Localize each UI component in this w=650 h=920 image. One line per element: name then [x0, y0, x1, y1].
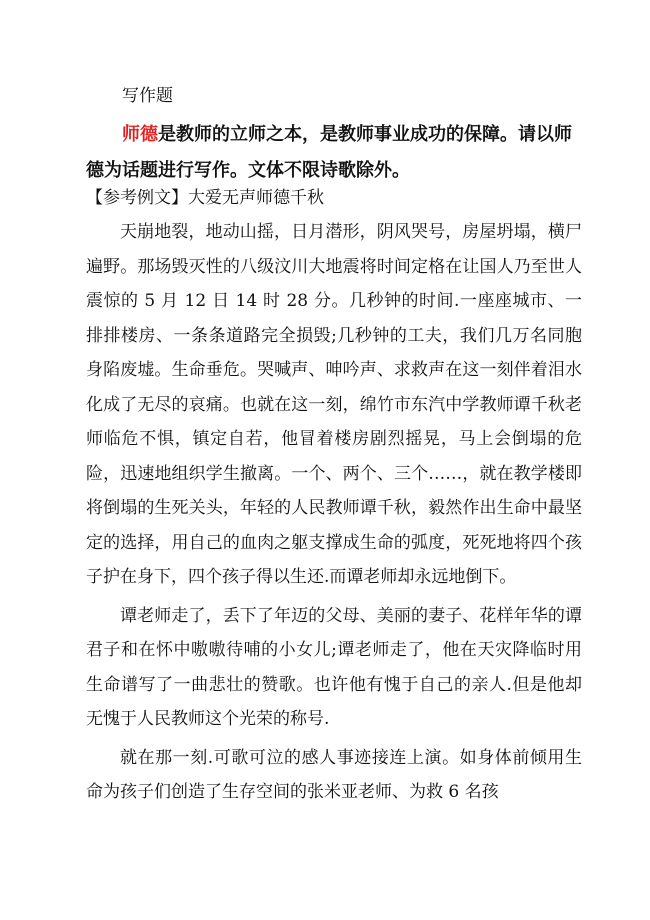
reference-essay-title: 【参考例文】大爱无声师德千秋 — [86, 188, 324, 208]
essay-paragraph-1: 天崩地裂，地动山摇，日月潜形，阴风哭号，房屋坍塌，横尸遍野。那场毁灭性的八级汶川大地震将时间定格在让国人乃至世人震惊的 5 月 12 日 14 时 28 分。几秒钟的时间.一座座城市、一排排楼房、一条条道路完全损毁;几秒钟的工夫，我们几万名同胞身陷废墟。生命垂危。哭喊声、呻吟声、求救声在这一刻伴着泪水化成了无尽的哀痛。也就在这一刻，绵竹市东汽中学教师谭千秋老师临危不惧，镇定自若，他冒着楼房剧烈摇晃，马上会倒塌的危险，迅速地组织学生撤离。一个、两个、三个……，就在教学楼即将倒塌的生死关头，年轻的人民教师谭千秋，毅然作出生命中最坚定的选择，用自己的血肉之躯支撑成生命的弧度，死死地将四个孩子护在身下，四个孩子得以生还.而谭老师却永远地倒下。 — [86, 222, 582, 587]
essay-paragraph-2: 谭老师走了，丢下了年迈的父母、美丽的妻子、花样年华的谭君子和在怀中嗷嗷待哺的小女儿;谭老师走了，他在天灾降临时用生命谱写了一曲悲壮的赞歌。也许他有愧于自己的亲人.但是他却无愧于人民教师这个光荣的称号. — [86, 605, 582, 729]
essay-paragraph-3: 就在那一刻.可歌可泣的感人事迹接连上演。如身体前倾用生命为孩子们创造了生存空间的张米亚老师、为救 6 名孩 — [86, 747, 582, 802]
question-heading: 写作题 — [122, 86, 173, 106]
prompt-highlight: 师德 — [122, 124, 158, 145]
essay-body — [86, 215, 582, 814]
prompt-text: 是教师的立师之本，是教师事业成功的保障。请以师德为话题进行写作。文体不限诗歌除外。 — [86, 124, 572, 181]
writing-prompt — [86, 117, 576, 189]
